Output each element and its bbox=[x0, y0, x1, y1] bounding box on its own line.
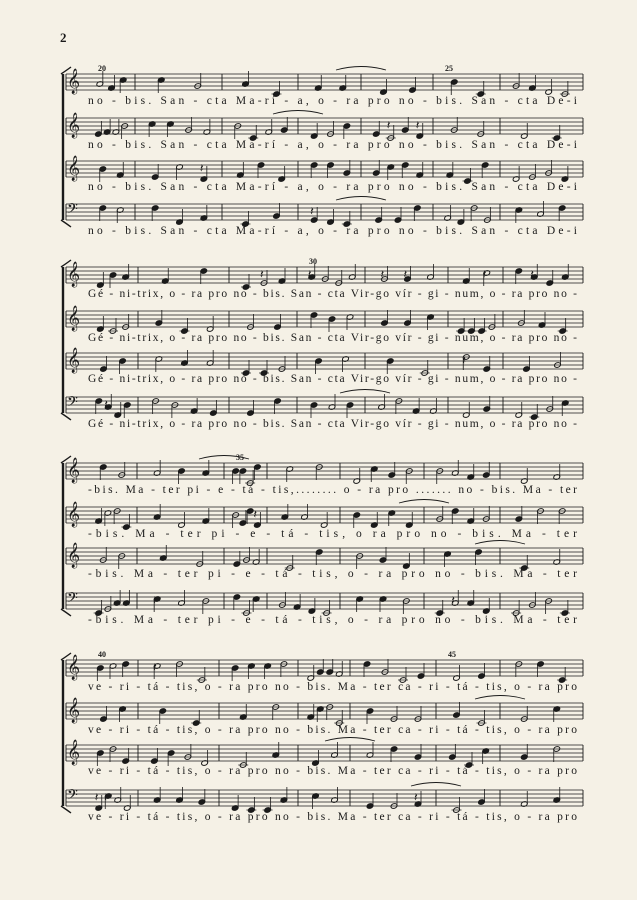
treble-clef-icon: 𝄞 bbox=[67, 113, 81, 138]
lyric-line: -bis. Ma - ter pi - e - tá - tis, o - ra pro no - bis. Ma - ter bbox=[88, 568, 577, 580]
lyric-line: no - bis. San - cta Ma-rí - a, o - ra pro no - bis. San - cta De-i bbox=[88, 225, 577, 237]
slur bbox=[411, 783, 461, 787]
rest-icon: 𝄽 bbox=[153, 660, 157, 674]
bass-clef-icon: 𝄢 bbox=[67, 787, 78, 807]
staff-2 bbox=[66, 111, 583, 152]
treble-clef-icon: 𝄞 bbox=[67, 156, 81, 181]
treble-clef-icon: 𝄞 bbox=[67, 740, 81, 765]
rest-icon: 𝄽 bbox=[451, 593, 455, 607]
rest-icon: 𝄽 bbox=[415, 118, 420, 132]
staff-4 bbox=[66, 783, 583, 824]
staff-3 bbox=[66, 347, 583, 385]
slur bbox=[336, 197, 386, 201]
staff-3 bbox=[66, 155, 583, 193]
treble-clef-icon: 𝄞 bbox=[67, 348, 81, 373]
lyric-line: -bis. Ma - ter pi - e - tá - tis, o - ra pro no - bis. Ma - ter bbox=[88, 614, 577, 626]
rest-icon: 𝄽 bbox=[104, 397, 108, 411]
bar-number: 25 bbox=[445, 64, 453, 73]
slur bbox=[340, 390, 390, 394]
slur bbox=[273, 111, 323, 115]
bar-number: 20 bbox=[98, 64, 106, 73]
staff-4 bbox=[66, 590, 583, 626]
rest-icon: 𝄽 bbox=[380, 267, 385, 281]
system-1 bbox=[61, 64, 583, 237]
rest-icon: 𝄽 bbox=[253, 507, 258, 521]
slur bbox=[336, 67, 386, 71]
rest-icon: 𝄽 bbox=[386, 118, 391, 132]
slur bbox=[475, 541, 525, 545]
slur bbox=[325, 738, 375, 742]
rest-icon: 𝄽 bbox=[462, 353, 466, 367]
rest-icon: 𝄽 bbox=[403, 267, 408, 281]
lyric-line: ve - ri - tá - tis, o - ra pro no - bis. Ma - ter ca - ri - tá - tis, o - ra pro bbox=[88, 811, 578, 823]
treble-clef-icon: 𝄞 bbox=[67, 458, 81, 483]
rest-icon: 𝄽 bbox=[482, 267, 487, 281]
lyric-line: ve - ri - tá - tis, o - ra pro no - bis. Ma - ter ca - ri - tá - tis, o - ra pro bbox=[88, 765, 578, 777]
lyric-line: ve - ri - tá - tis, o - ra pro no - bis. Ma - ter ca - ri - tá - tis, o - ra pro bbox=[88, 724, 578, 736]
rest-icon: 𝄽 bbox=[104, 790, 108, 804]
treble-clef-icon: 𝄞 bbox=[67, 262, 81, 287]
staff-4 bbox=[66, 390, 583, 431]
lyric-line: Gé - ni-trix, o - ra pro no - bis. San - cta Vir-go vír - gi - num, o - ra pro no - bbox=[88, 418, 577, 430]
staff-4 bbox=[66, 197, 583, 238]
rest-icon: 𝄽 bbox=[199, 161, 204, 175]
treble-clef-icon: 𝄞 bbox=[67, 543, 81, 568]
lyric-line: -bis. Ma - ter pi - e - tá - tis,........ o - ra pro ....... no - bis. Ma - ter bbox=[88, 484, 577, 496]
bar-number: 35 bbox=[236, 453, 244, 462]
staff-2 bbox=[66, 500, 583, 541]
lyric-line: -bis. Ma - ter pi - e - tá - tis, o ra pro no - bis. Ma - ter bbox=[88, 528, 577, 540]
system-3 bbox=[61, 453, 583, 626]
staff-1 bbox=[66, 67, 583, 108]
staff-1 bbox=[66, 654, 583, 693]
bracket-bottom-hook bbox=[61, 806, 71, 813]
rest-icon: 𝄽 bbox=[94, 790, 99, 804]
rest-icon: 𝄽 bbox=[310, 204, 314, 218]
rest-icon: 𝄽 bbox=[530, 267, 534, 281]
lyric-line: ve - ri - tá - tis, o - ra pro no - bis. Ma - ter ca - ri - tá - tis, o - ra pro bbox=[88, 681, 578, 693]
rest-icon: 𝄽 bbox=[260, 267, 264, 281]
system-4 bbox=[61, 650, 583, 823]
page-number: 2 bbox=[60, 30, 67, 45]
bass-clef-icon: 𝄢 bbox=[67, 201, 78, 221]
treble-clef-icon: 𝄞 bbox=[67, 655, 81, 680]
staff-1 bbox=[66, 456, 583, 497]
lyric-line: no - bis. San - cta Ma-rí - a, o - ra pro no - bis. San - cta De-i bbox=[88, 95, 577, 107]
bracket-bottom-hook bbox=[61, 609, 71, 616]
slur bbox=[399, 500, 449, 504]
staff-3 bbox=[66, 541, 583, 581]
bass-clef-icon: 𝄢 bbox=[67, 590, 78, 610]
system-2 bbox=[61, 257, 583, 430]
slur bbox=[475, 696, 525, 700]
staff-2 bbox=[66, 696, 583, 737]
lyric-line: Gé - ni-trix, o - ra pro no - bis. San - cta Vir-go vír - gi - num, o - ra pro no - bbox=[88, 288, 577, 300]
rest-icon: 𝄽 bbox=[414, 790, 418, 804]
treble-clef-icon: 𝄞 bbox=[67, 306, 81, 331]
lyric-line: no - bis. San - cta Ma-rí - a, o - ra pro no - bis. San - cta De-i bbox=[88, 181, 577, 193]
lyric-line: Gé - ni-trix, o - ra pro no - bis. San - cta Vir-go vír - gi - num, o - ra pro no - bbox=[88, 373, 577, 385]
treble-clef-icon: 𝄞 bbox=[67, 502, 81, 527]
bar-number: 40 bbox=[98, 650, 106, 659]
rest-icon: 𝄽 bbox=[153, 593, 157, 607]
bar-number: 45 bbox=[448, 650, 456, 659]
rest-icon: 𝄽 bbox=[307, 267, 312, 281]
bracket-bottom-hook bbox=[61, 220, 71, 227]
bar-number: 30 bbox=[309, 257, 317, 266]
lyric-line: no - bis. San - cta Ma-rí - a, o - ra pro no - bis. San - cta De-i bbox=[88, 139, 577, 151]
lyric-line: Gé - ni-trix, o - ra pro no - bis. San - cta Vir-go vír - gi - num, o - ra pro no - bbox=[88, 332, 577, 344]
treble-clef-icon: 𝄞 bbox=[67, 698, 81, 723]
staff-1 bbox=[66, 261, 583, 300]
bass-clef-icon: 𝄢 bbox=[67, 394, 78, 414]
staff-2 bbox=[66, 305, 583, 344]
treble-clef-icon: 𝄞 bbox=[67, 69, 81, 94]
staff-3 bbox=[66, 738, 583, 778]
bracket-bottom-hook bbox=[61, 413, 71, 420]
